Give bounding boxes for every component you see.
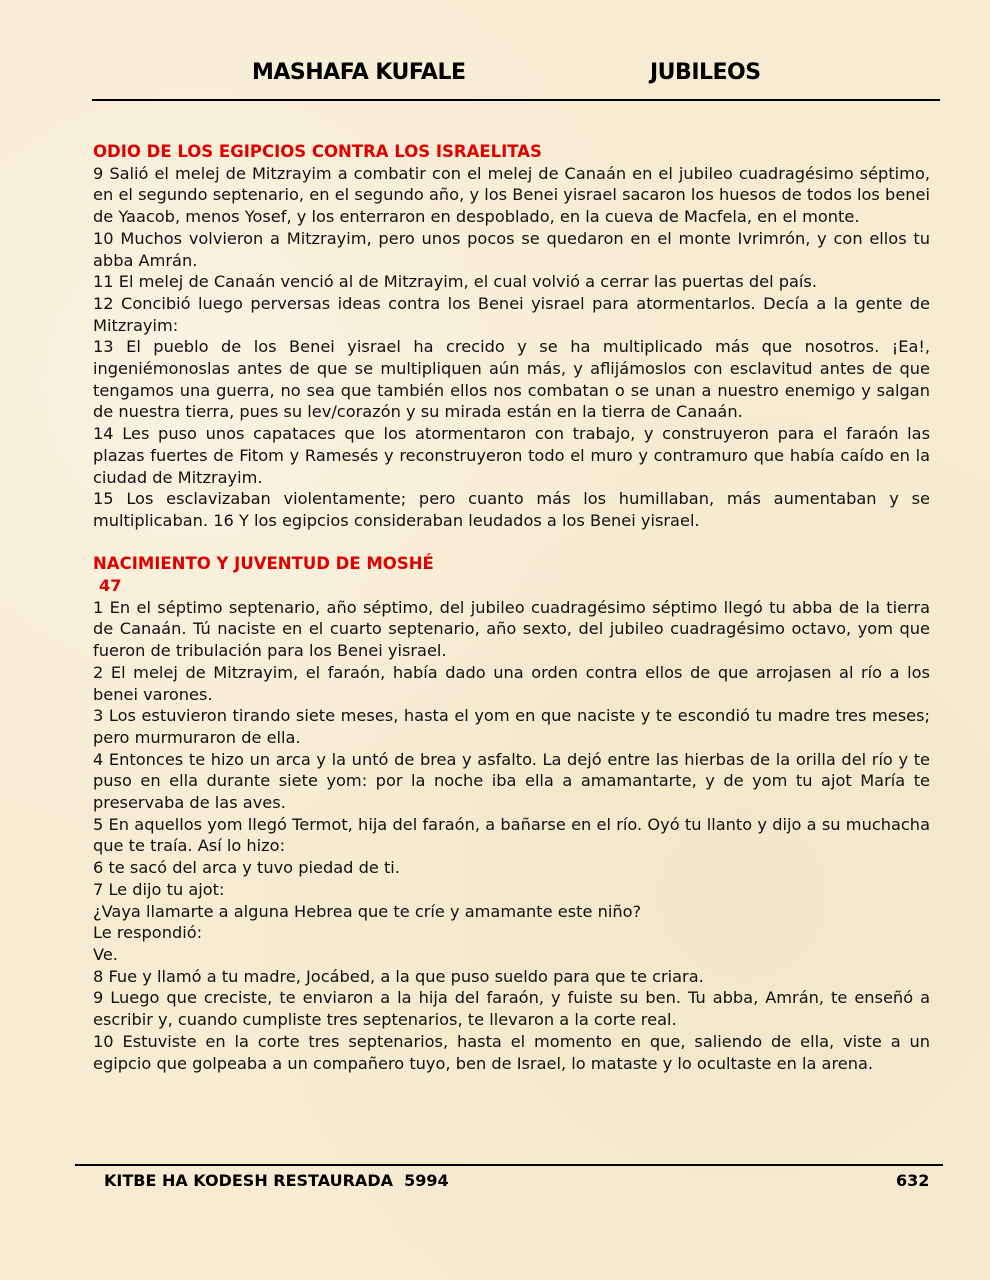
- verse-paragraph: 7 Le dijo tu ajot:: [93, 879, 225, 899]
- book-title: MASHAFA KUFALE: [252, 60, 466, 85]
- verse-paragraph: 14 Les puso unos capataces que los atormentaron con trabajo, y construyeron para el faraón las plazas fuertes de Fitom y Ramesés y reconstruyeron todo el muro y contramuro que había caído en la ciudad de Mitzrayim.: [93, 424, 930, 487]
- page-header: [92, 56, 940, 96]
- footer-divider: [75, 1164, 943, 1166]
- verse-paragraph: 11 El melej de Canaán venció al de Mitzrayim, el cual volvió a cerrar las puertas del país.: [93, 272, 817, 292]
- verse-paragraph: Ve.: [93, 945, 118, 964]
- verse-paragraph: 6 te sacó del arca y tuvo piedad de ti.: [93, 858, 400, 878]
- verse-paragraph: 10 Estuviste en la corte tres septenarios, hasta el momento en que, saliendo de ella, viste a un egipcio que golpeaba a un compañero tuyo, ben de Israel, lo mataste y lo ocultaste en la arena.: [93, 1031, 930, 1073]
- verse-paragraph: Le respondió:: [93, 923, 203, 943]
- verse-paragraph: 10 Muchos volvieron a Mitzrayim, pero unos pocos se quedaron en el monte Ivrimrón, y con ellos tu abba Amrán.: [93, 228, 930, 270]
- page-number: 632: [896, 1171, 930, 1190]
- verse-paragraph: 15 Los esclavizaban violentamente; pero cuanto más los humillaban, más aumentaban y se multiplicaban. 16 Y los egipcios consideraban leudados a los Benei yisrael.: [93, 489, 930, 530]
- verse-paragraph: 3 Los estuvieron tirando siete meses, hasta el yom en que naciste y te escondió tu madre tres meses; pero murmuraron de ella.: [93, 706, 930, 747]
- verse-paragraph: ¿Vaya llamarte a alguna Hebrea que te críe y amamante este niño?: [93, 901, 642, 921]
- chapter-number: 47: [99, 576, 122, 596]
- verse-paragraph: 9 Luego que creciste, te enviaron a la hija del faraón, y fuiste su ben. Tu abba, Amrán, te enseñó a escribir y, cuando cumpliste tres septenarios, te llevaron a la corte real.: [93, 988, 930, 1030]
- section-heading-egipcios: ODIO DE LOS EGIPCIOS CONTRA LOS ISRAELITAS: [93, 142, 542, 161]
- verse-paragraph: 4 Entonces te hizo un arca y la untó de brea y asfalto. La dejó entre las hierbas de la orilla del río y te puso en ella durante siete yom: por la noche iba ella a amamantarte, y de yom tu ajot María te preservaba de las aves.: [93, 749, 930, 813]
- verse-paragraph: 9 Salió el melej de Mitzrayim a combatir con el melej de Canaán en el jubileo cuadragésimo séptimo, en el segundo septenario, en el segundo año, y los Benei yisrael sacaron los huesos de todos los benei de Yaacob, menos Yosef, y los enterraron en despoblado, en la cueva de Macfela, en el monte.: [93, 163, 930, 227]
- verse-paragraph: 2 El melej de Mitzrayim, el faraón, había dado una orden contra ellos de que arrojasen al río a los benei varones.: [93, 662, 930, 704]
- verse-paragraph: 13 El pueblo de los Benei yisrael ha crecido y se ha multiplicado más que nosotros. ¡Ea!, ingeniémonoslas antes de que se multipliquen aún más, y aflijámoslos con esclavitud antes de que tengamos una guerra, no sea que también ellos nos combatan o se unan a nuestro enemigo y salgan de nuestra tierra, pues su lev/corazón y su mirada están en la tierra de Canaán.: [93, 337, 930, 422]
- header-divider: [92, 99, 940, 101]
- section-gap: [93, 532, 930, 554]
- section-heading-moshe: NACIMIENTO Y JUVENTUD DE MOSHÉ: [93, 554, 434, 574]
- verse-paragraph: 12 Concibió luego perversas ideas contra los Benei yisrael para atormentarlos. Decía a la gente de Mitzrayim:: [93, 293, 930, 335]
- verse-paragraph: 8 Fue y llamó a tu madre, Jocábed, a la que puso sueldo para que te criara.: [93, 966, 704, 986]
- footer-book-name: KITBE HA KODESH RESTAURADA 5994: [104, 1171, 449, 1190]
- page-body: [93, 141, 930, 1074]
- verse-paragraph: 5 En aquellos yom llegó Termot, hija del faraón, a bañarse en el río. Oyó tu llanto y dijo a su muchacha que te traía. Así lo hizo:: [93, 814, 930, 856]
- section-title: JUBILEOS: [650, 60, 761, 85]
- verse-paragraph: 1 En el séptimo septenario, año séptimo, del jubileo cuadragésimo séptimo llegó tu abba de la tierra de Canaán. Tú naciste en el cuarto septenario, año sexto, del jubileo cuadragésimo octavo, yom que fueron de tribulación para los Benei yisrael.: [93, 597, 930, 661]
